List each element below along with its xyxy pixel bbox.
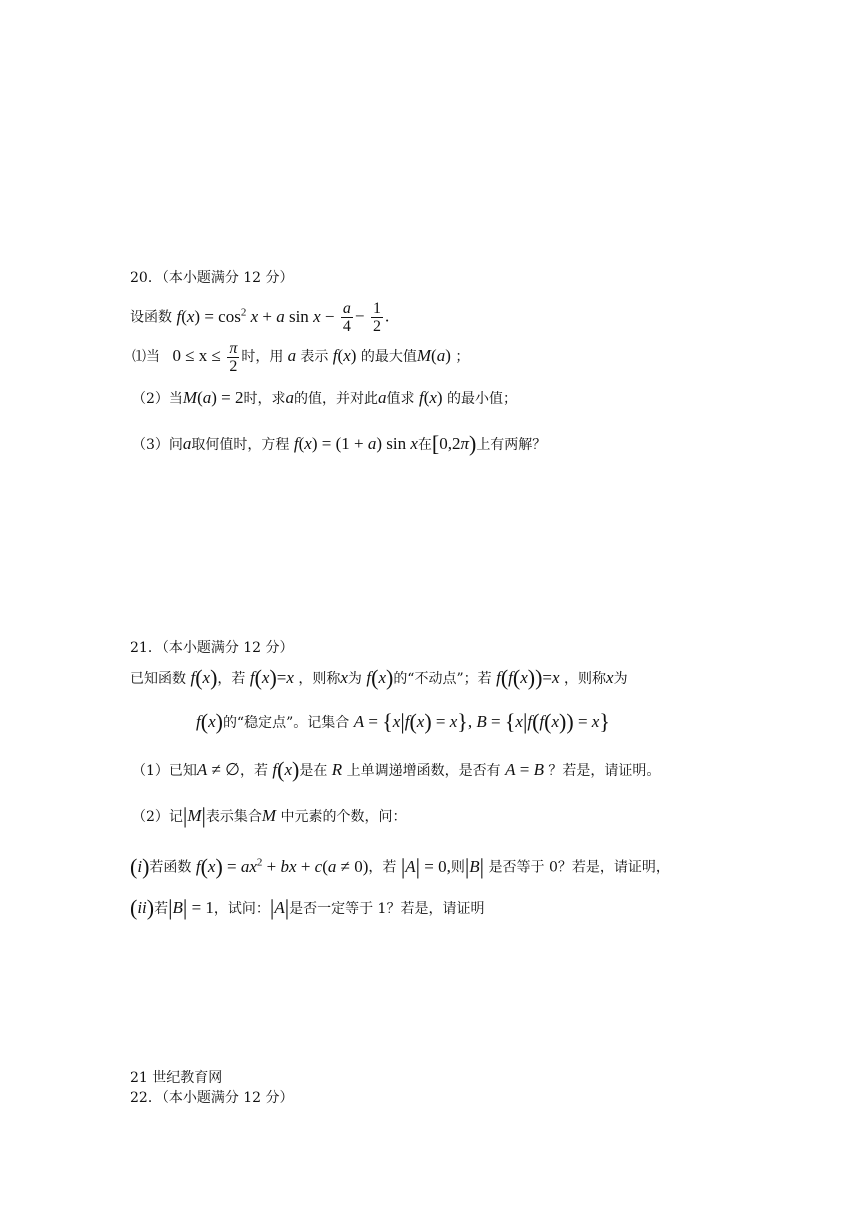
q21-ii-b: ，试问： [213, 901, 270, 917]
q21-p2-a: （2）记 [132, 809, 183, 825]
q20-part1: ⑴当 0 ≤ x ≤ $\frac{\pi}{2}$ 时，用 a 表示 f(x) 的最大值M(a) ； [132, 339, 470, 375]
q21-p1-a: （1）已知 [132, 763, 197, 779]
q20-p2-mid3: 值求 [386, 391, 415, 407]
q21-intro-d: 为 [347, 671, 362, 687]
q20-intro: 设函数 $f(x) = \cos^2 x + a$ sin x − $\frac{a}{4}$ − $\frac{1}{2}$ . [130, 300, 390, 336]
q21-header: 21．（本小题满分 12 分） [130, 640, 294, 656]
q20-p3-prefix: （3）问 [132, 437, 183, 453]
q20-p1-mid: 时，用 [241, 349, 284, 365]
site-label: 21 世纪教育网 [130, 1070, 223, 1086]
q21-sub-i: (i)若函数 $f(x) = ax^2$ + bx + c(a ≠ 0)，若 |A| = 0,则|B| 是否等于 0？若是，请证明， [130, 853, 670, 879]
q21-p1-c: 是在 [299, 763, 328, 779]
q21-p1-e: ？若是，请证明。 [548, 763, 661, 779]
q20-p3-mid2: 在 [417, 437, 432, 453]
frac-pi-2: $\frac{\pi}{2}$ [229, 339, 238, 375]
q20-p1-mid2: 表示 [300, 349, 329, 365]
q21-intro2-a: 的“稳定点”。记集合 [222, 715, 350, 731]
q20-p2-mid2: 的值，并对此 [294, 391, 379, 407]
q20-p3-end: 上有两解？ [476, 437, 547, 453]
q21-part2: （2）记|M|表示集合M 中元素的个数，问： [132, 803, 407, 828]
q20-p1-end: ； [455, 349, 470, 365]
q21-p1-b: ，若 [239, 763, 268, 779]
q21-i-c: 则 [450, 859, 465, 876]
q20-p2-mid: 时，求 [243, 391, 286, 407]
q20-p2-end: 的最小值； [447, 391, 518, 407]
q22-header: 22．（本小题满分 12 分） [130, 1090, 294, 1106]
q20-formula: $f(x) = \cos^2 x + a$ sin x − [176, 306, 335, 326]
q21-i-d: 是否等于 0？若是，请证明， [488, 859, 670, 876]
q21-intro-e: 的“不动点”；若 [393, 671, 492, 687]
q21-part1: （1）已知A ≠ ∅，若 f(x)是在 R 上单调递增函数，是否有 A = B ？若是，请证明。 [132, 757, 661, 782]
q20-header: 20．（本小题满分 12 分） [130, 270, 294, 286]
q20-intro-prefix: 设函数 [130, 309, 172, 326]
q20-p1-prefix: ⑴当 [132, 349, 160, 365]
q20-p3-mid: 取何值时，方程 [191, 437, 290, 453]
q21-intro-g: 为 [613, 671, 628, 687]
q21-ii-a: 若 [154, 901, 169, 917]
q21-sub-ii: (ii)若|B| = 1，试问：|A|是否一定等于 1？若是，请证明 [130, 895, 485, 920]
q21-p1-d: 上单调递增函数，是否有 [346, 763, 501, 779]
q21-intro-a: 已知函数 [130, 671, 186, 687]
q21-set-def: A = {x|f(x) = x}, B = {x|f(f(x)) = x} [353, 709, 610, 734]
q21-p2-c: 中元素的个数，问： [280, 809, 407, 825]
q21-intro-b: ，若 [217, 671, 246, 687]
q21-ii-c: 是否一定等于 1？若是，请证明 [289, 901, 485, 917]
q20-p1-cond: 0 ≤ x ≤ [172, 346, 221, 365]
q21-intro: 已知函数 f(x)，若 f(x)=x ，则称x为 f(x)的“不动点”；若 f(f(x))=x ，则称x为 [130, 665, 628, 690]
q20-part3: （3）问a取何值时，方程 f(x) = (1 + a) sin x在[0,2π)上有两解？ [132, 431, 547, 456]
q20-part2: （2）当M(a) = 2时，求a的值，并对此a值求 f(x) 的最小值； [132, 388, 518, 407]
q21-intro-c: ，则称 [298, 671, 341, 687]
q21-p2-b: 表示集合 [205, 809, 262, 825]
q21-i-b: ，若 [368, 859, 397, 876]
q20-p2-prefix: （2）当 [132, 391, 183, 407]
q21-i-a: 若函数 [149, 859, 192, 876]
q20-p1-mid3: 的最大值 [360, 349, 417, 365]
q21-intro-f: ，则称 [564, 671, 607, 687]
frac-a-4: $\frac{a}{4}$ [342, 300, 351, 336]
frac-1-2: $\frac{1}{2}$ [372, 300, 381, 336]
q21-intro2: f(x)的“稳定点”。记集合 A = {x|f(x) = x}, B = {x|f(f(x)) = x} [196, 709, 610, 734]
